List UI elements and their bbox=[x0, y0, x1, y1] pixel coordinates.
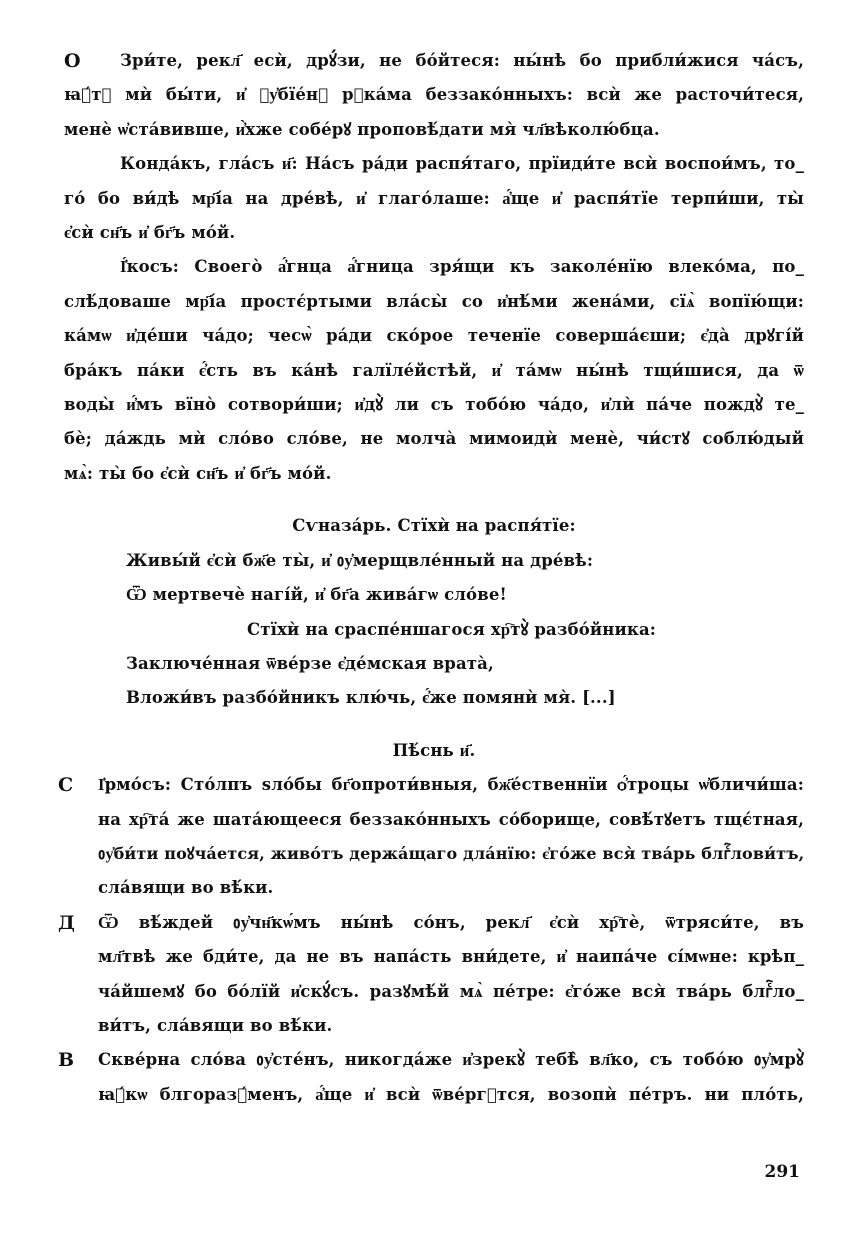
verse-line: Вложи́въ разбо́йникъ клю́чь, є҆́же помянѝ мя̀. [...] bbox=[126, 688, 616, 708]
text-line: мѧ̀: ты̀ бо є҆сѝ сн҃ъ и҆ бг҃ъ мо́й. bbox=[64, 463, 332, 483]
text-line: ᲂу҆би́ти поꙋча́ется, живо́тъ держа́щаго дла́нїю: є҆го́же вся̀ тва́рь блгⷭ҇лови́тъ, bbox=[98, 843, 805, 863]
verse-line: Ѿ мертвечѐ нагі́й, и҆ бг҃а жива́гѡ сло́ве! bbox=[126, 585, 507, 605]
irmos bbox=[58, 768, 805, 906]
synaxarion-subheading: Стїхѝ на сраспе́ншагося хр҇тꙋ̀ разбо́йника: bbox=[247, 619, 657, 639]
ode-heading: Пѣ́снь и҃. bbox=[392, 740, 476, 760]
paragraph-1 bbox=[64, 44, 804, 147]
text-line: сла́вящи во вѣ́ки. bbox=[98, 878, 274, 898]
synaxarion bbox=[64, 509, 804, 715]
text-line: ка́мѡ и҆де́ши ча́до; чесѡ̀ ра́ди ско́рое теченїе соверша́єши; є҆да̀ дрꙋгі́й bbox=[64, 326, 804, 346]
text-body bbox=[58, 44, 805, 1112]
drop-mark: О bbox=[64, 50, 81, 72]
drop-mark: С bbox=[58, 774, 74, 797]
kontakion bbox=[64, 147, 804, 250]
ode-8 bbox=[58, 734, 805, 1112]
text-line: мл҃твѣ же бди́те, да не въ напа́сть вни́дете, и҆ наипа́че сі́мѡне: крѣп_ bbox=[98, 947, 804, 967]
troparion-1 bbox=[58, 906, 804, 1044]
verse-line: Живы́й є҆сѝ бж҃е ты̀, и҆ ᲂу҆мерщвле́нный на дре́вѣ: bbox=[126, 550, 594, 570]
text-line: Скве́рна сло́ва ᲂу҆сте́нъ, никогда́же и҆зрекꙋ̀ тебѣ̀ вл҃ко, съ тобо́ю ᲂу҆мрꙋ̀ bbox=[98, 1050, 804, 1070]
text-line: воды̀ и҆́мъ вїно̀ сотвори́ши; и҆дꙋ̀ ли съ тобо́ю ча́до, и҆лѝ па́че пождꙋ̀ те_ bbox=[64, 395, 804, 415]
ikos bbox=[64, 250, 804, 491]
text-line: ꙗ҆́тꙋ мѝ бы́ти, и҆ ᲂу҆бїе́нꙋ рꙋка́ма беззако́нныхъ: всѝ же расточи́теся, bbox=[64, 85, 804, 105]
text-line: І҆рмо́съ: Сто́лпъ ѕло́бы бг҃опроти́вныя, бж҃е́ственнїи ѻ҆́троцы ѡ҆бличи́ша: bbox=[98, 775, 804, 795]
text-line: І҆́косъ: Своего̀ а҆́гнца а҆́гница зря́щи къ заколе́нїю влеко́ма, по_ bbox=[120, 257, 804, 277]
text-line: ча́йшемꙋ бо бо́лїй и҆скꙋ́съ. разꙋмѣ́й мѧ̀ пе́тре: є҆го́же вся̀ тва́рь блгⷭ҇ло_ bbox=[98, 981, 804, 1001]
drop-mark: Д bbox=[58, 911, 76, 934]
text-line: на хр҇та́ же шата́ющееся беззако́нныхъ со́борище, совѣ́тꙋетъ тщє́тная, bbox=[98, 809, 804, 829]
text-line: бра́къ па́ки є҆́сть въ ка́нѣ галїле́йстѣй, и҆ та́мѡ ны́нѣ тщи́шися, да ѿ bbox=[64, 360, 804, 380]
text-line: го́ бо ви́дѣ мр҃і́а на дре́вѣ, и҆ глаго́лаше: а҆́ще и҆ распя́тїе терпи́ши, ты̀ bbox=[64, 188, 804, 208]
text-line: ꙗ҆́кѡ блгоразꙋ́менъ, а҆́ще и҆ всѝ ѿве́ргꙋтся, возопѝ пе́тръ. ни пло́ть, bbox=[98, 1084, 804, 1104]
text-line: слѣ́доваше мр҃і́а простє́ртыми вла́сы̀ со и҆нѣ́ми жена́ми, сїѧ̀ вопїю́щи: bbox=[64, 291, 804, 311]
drop-mark: В bbox=[58, 1049, 75, 1072]
text-line: менѐ ѡ҆ста́вивше, и҆̀хже собе́рꙋ проповѣ́дати мя̀ чл҃вѣколю́бца. bbox=[64, 119, 660, 139]
verse-line: Заключе́нная ѿве́рзе є҆де́мская врата̀, bbox=[126, 653, 494, 673]
synaxarion-heading: Сѵназа́рь. Стїхѝ на распя́тїе: bbox=[292, 516, 576, 536]
troparion-2 bbox=[58, 1043, 804, 1112]
text-line: Ѿ вѣ́ждей ᲂу҆чн҃кѡ́мъ ны́нѣ со́нъ, рекл҃ є҆сѝ хр҇тѐ, ѿтряси́те, въ bbox=[98, 912, 804, 932]
text-line: Конда́къ, гла́съ и҃: На́съ ра́ди распя́таго, прїиди́те всѝ воспои́мъ, то_ bbox=[120, 154, 804, 174]
text-line: бѐ; да́ждь мѝ сло́во сло́ве, не молча̀ мимоидѝ менѐ, чи́стꙋ соблю́дый bbox=[64, 429, 804, 449]
text-line: Зри́те, рекл҃ есѝ, дрꙋ́зи, не бо́йтеся: ны́нѣ бо прибли́жися ча́съ, bbox=[120, 51, 804, 70]
page-number: 291 bbox=[764, 1162, 800, 1182]
text-line: є҆сѝ сн҃ъ и҆ бг҃ъ мо́й. bbox=[64, 223, 236, 243]
text-line: ви́тъ, сла́вящи во вѣ́ки. bbox=[98, 1015, 333, 1035]
